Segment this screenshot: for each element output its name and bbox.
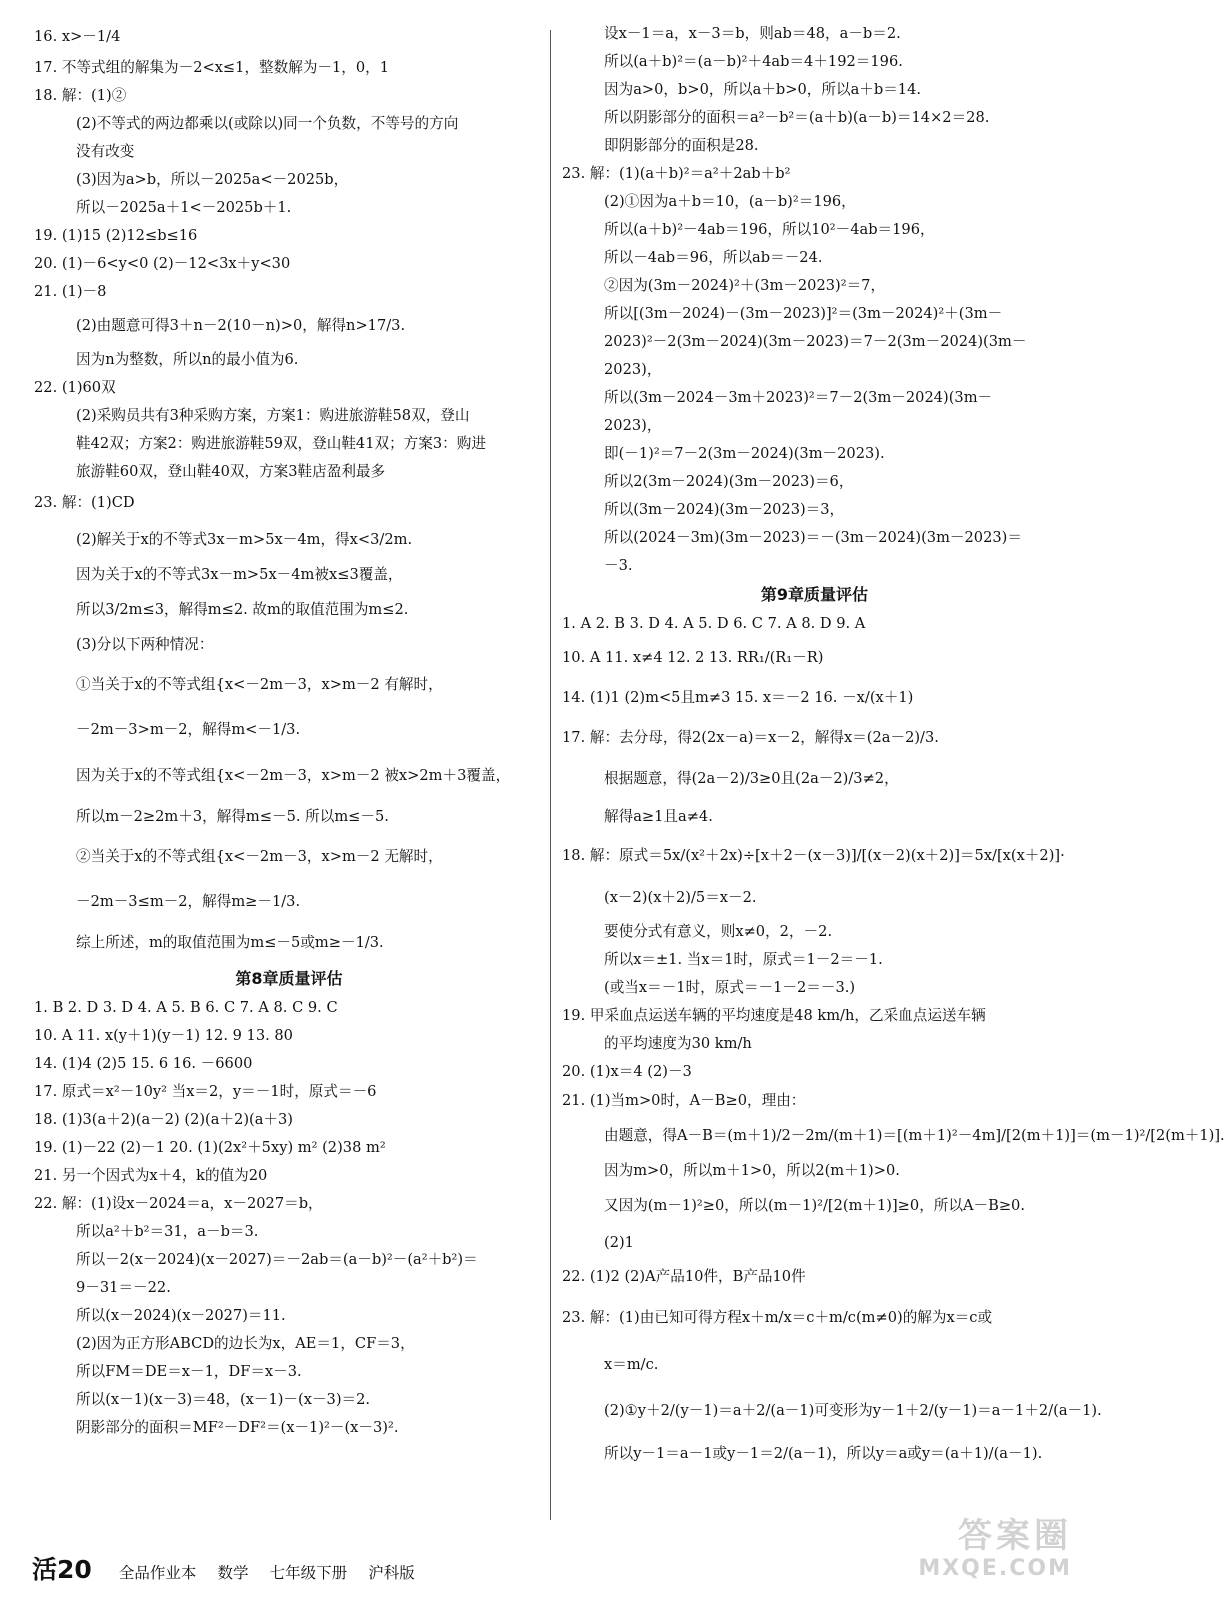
answer-line: (2)采购员共有3种采购方案，方案1：购进旅游鞋58双，登山 — [76, 407, 470, 424]
answer-line: 17. 不等式组的解集为－2<x≤1，整数解为－1，0，1 — [34, 59, 390, 76]
page-footer — [32, 1550, 552, 1582]
answer-line: 10. A 11. x≠4 12. 2 13. RR₁/(R₁－R) — [562, 649, 824, 666]
answer-line: (2)①y＋2/(y－1)＝a＋2/(a－1)可变形为y－1＋2/(y－1)＝a－1＋2/(a－1). — [604, 1402, 1102, 1419]
answer-line: 23. 解：(1)CD — [34, 494, 135, 511]
answer-line: 19. (1)15 (2)12≤b≤16 — [34, 227, 198, 244]
answer-line: 10. A 11. x(y＋1)(y－1) 12. 9 13. 80 — [34, 1027, 293, 1044]
answer-line: 所以(3m－2024)(3m－2023)＝3， — [604, 501, 845, 518]
answer-line: (x－2)(x＋2)/5＝x－2. — [604, 889, 757, 906]
answer-line: 18. 解：(1)② — [34, 87, 127, 104]
answer-line: 所以(3m－2024－3m＋2023)²＝7－2(3m－2024)(3m－ — [604, 389, 993, 406]
answer-line: ②当关于x的不等式组{x<－2m－3，x>m－2 无解时， — [76, 848, 443, 865]
answer-line: 22. 解：(1)设x－2024＝a，x－2027＝b， — [34, 1195, 323, 1212]
answer-line: 因为m>0，所以m＋1>0，所以2(m＋1)>0. — [604, 1162, 900, 1179]
answer-line: 旅游鞋60双，登山鞋40双，方案3鞋店盈利最多 — [76, 463, 386, 480]
answer-line: 所以(x－1)(x－3)＝48，(x－1)－(x－3)＝2. — [76, 1391, 371, 1408]
watermark-url: MXQE.COM — [918, 1556, 1072, 1581]
grade-label: 七年级下册 — [269, 1564, 348, 1582]
answer-line: 设x－1＝a，x－3＝b，则ab＝48，a－b＝2. — [604, 25, 901, 42]
answer-line: (3)因为a>b，所以－2025a<－2025b， — [76, 171, 349, 188]
answer-line: ①当关于x的不等式组{x<－2m－3，x>m－2 有解时， — [76, 676, 443, 693]
answer-line: 21. (1)－8 — [34, 283, 107, 300]
section-heading: 第9章质量评估 — [760, 585, 869, 604]
right-column — [562, 20, 1225, 1474]
answer-line: 17. 原式＝x²－10y² 当x＝2，y＝－1时，原式＝－6 — [34, 1083, 377, 1100]
left-column — [34, 20, 544, 1442]
answer-line: 22. (1)2 (2)A产品10件，B产品10件 — [562, 1268, 806, 1285]
answer-line: 21. 另一个因式为x＋4，k的值为20 — [34, 1167, 268, 1184]
answer-line: 因为关于x的不等式组{x<－2m－3，x>m－2 被x>2m＋3覆盖， — [76, 767, 511, 784]
answer-line: －2m－3≤m－2，解得m≥－1/3. — [76, 893, 301, 910]
subject-label: 数学 — [217, 1564, 249, 1582]
answer-line: 因为关于x的不等式3x－m>5x－4m被x≤3覆盖， — [76, 566, 403, 583]
answer-line: 所以m－2≥2m＋3，解得m≤－5. 所以m≤－5. — [76, 808, 389, 825]
answer-line: 所以3/2m≤3，解得m≤2. 故m的取值范围为m≤2. — [76, 601, 409, 618]
answer-line: ②因为(3m－2024)²＋(3m－2023)²＝7， — [604, 277, 886, 294]
answer-line: (2)由题意可得3＋n－2(10－n)>0，解得n>17/3. — [76, 317, 406, 334]
answer-line: 19. 甲采血点运送车辆的平均速度是48 km/h，乙采血点运送车辆 — [562, 1007, 986, 1024]
answer-line: 所以(a＋b)²－4ab＝196，所以10²－4ab＝196， — [604, 221, 935, 238]
answer-line: (2)1 — [604, 1234, 634, 1251]
answer-line: 17. 解：去分母，得2(2x－a)＝x－2，解得x＝(2a－2)/3. — [562, 729, 939, 746]
answer-line: 18. 解：原式＝5x/(x²＋2x)÷[x＋2－(x－3)]/[(x－2)(x＋2)]＝5x/[x(x＋2)]· — [562, 847, 1065, 864]
answer-line: 综上所述，m的取值范围为m≤－5或m≥－1/3. — [76, 934, 384, 951]
answer-line: 所以FM＝DE＝x－1，DF＝x－3. — [76, 1363, 302, 1380]
answer-line: 所以y－1＝a－1或y－1＝2/(a－1)，所以y＝a或y＝(a＋1)/(a－1). — [604, 1445, 1043, 1462]
answer-line: 鞋42双；方案2：购进旅游鞋59双，登山鞋41双；方案3：购进 — [76, 435, 486, 452]
answer-line: 14. (1)1 (2)m<5且m≠3 15. x＝－2 16. －x/(x＋1) — [562, 689, 914, 706]
answer-line: 21. (1)当m>0时，A－B≥0，理由： — [562, 1092, 806, 1109]
answer-line: (2)不等式的两边都乘以(或除以)同一个负数，不等号的方向 — [76, 115, 459, 132]
answer-line: (2)①因为a＋b＝10，(a－b)²＝196， — [604, 193, 856, 210]
answer-line: 解得a≥1且a≠4. — [604, 808, 713, 825]
answer-line: x＝m/c. — [604, 1356, 659, 1373]
answer-line: －3. — [604, 557, 633, 574]
answer-line: 所以(a＋b)²＝(a－b)²＋4ab＝4＋192＝196. — [604, 53, 903, 70]
answer-line: 所以－2025a＋1<－2025b＋1. — [76, 199, 292, 216]
answer-line: 9－31＝－22. — [76, 1279, 171, 1296]
answer-line: 2023)²－2(3m－2024)(3m－2023)＝7－2(3m－2024)(3m－ — [604, 333, 1027, 350]
answer-line: 没有改变 — [76, 143, 135, 160]
answer-line: 根据题意，得(2a－2)/3≥0且(2a－2)/3≠2， — [604, 770, 899, 787]
answer-line: 18. (1)3(a＋2)(a－2) (2)(a＋2)(a＋3) — [34, 1111, 293, 1128]
answer-line: (2)解关于x的不等式3x－m>5x－4m，得x<3/2m. — [76, 531, 413, 548]
answer-line: 20. (1)x＝4 (2)－3 — [562, 1063, 692, 1080]
answer-line: 的平均速度为30 km/h — [604, 1035, 752, 1052]
book-title: 全品作业本 — [118, 1564, 197, 1582]
answer-line: 23. 解：(1)由已知可得方程x＋m/x＝c＋m/c(m≠0)的解为x＝c或 — [562, 1309, 993, 1326]
answer-line: 20. (1)－6<y<0 (2)－12<3x＋y<30 — [34, 255, 291, 272]
answer-line: (3)分以下两种情况： — [76, 636, 214, 653]
answer-line: 所以(x－2024)(x－2027)＝11. — [76, 1307, 286, 1324]
answer-line: (2)因为正方形ABCD的边长为x，AE＝1，CF＝3， — [76, 1335, 415, 1352]
answer-line: 所以阴影部分的面积＝a²－b²＝(a＋b)(a－b)＝14×2＝28. — [604, 109, 990, 126]
column-divider — [550, 30, 551, 1520]
answer-line: 2023)， — [604, 417, 662, 434]
answer-line: 2023)， — [604, 361, 662, 378]
answer-line: (或当x＝－1时，原式＝－1－2＝－3.) — [604, 979, 856, 996]
answer-line: 14. (1)4 (2)5 15. 6 16. －6600 — [34, 1055, 253, 1072]
answer-line: 16. x>－1/4 — [34, 28, 121, 45]
answer-line: 1. A 2. B 3. D 4. A 5. D 6. C 7. A 8. D 9. A — [562, 615, 866, 632]
answer-line: 所以－4ab＝96，所以ab＝－24. — [604, 249, 823, 266]
answer-line: 阴影部分的面积＝MF²－DF²＝(x－1)²－(x－3)². — [76, 1419, 399, 1436]
watermark-logo-text: 答案圈 — [958, 1516, 1072, 1556]
answer-line: 即阴影部分的面积是28. — [604, 137, 759, 154]
section-heading: 第8章质量评估 — [235, 969, 343, 988]
answer-line: －2m－3>m－2，解得m<－1/3. — [76, 721, 301, 738]
answer-line: 23. 解：(1)(a＋b)²＝a²＋2ab＋b² — [562, 165, 791, 182]
answer-line: 所以－2(x－2024)(x－2027)＝－2ab＝(a－b)²－(a²＋b²)＝ — [76, 1251, 478, 1268]
answer-line: 因为n为整数，所以n的最小值为6. — [76, 351, 299, 368]
answer-line: 由题意，得A－B＝(m＋1)/2－2m/(m＋1)＝[(m＋1)²－4m]/[2(m＋1)]＝(m－1)²/[2(m＋1)]. — [604, 1127, 1225, 1144]
edition-label: 沪科版 — [368, 1564, 415, 1582]
answer-line: 19. (1)－22 (2)－1 20. (1)(2x²＋5xy) m² (2)38 m² — [34, 1139, 386, 1156]
answer-line: 所以(2024－3m)(3m－2023)＝－(3m－2024)(3m－2023)＝ — [604, 529, 1022, 546]
watermark — [862, 1516, 1072, 1586]
answer-line: 所以a²＋b²＝31，a－b＝3. — [76, 1223, 259, 1240]
answer-line: 所以2(3m－2024)(3m－2023)＝6， — [604, 473, 854, 490]
answer-line: 即(－1)²＝7－2(3m－2024)(3m－2023). — [604, 445, 885, 462]
answer-line: 所以x＝±1. 当x＝1时，原式＝1－2＝－1. — [604, 951, 883, 968]
answer-line: 因为a>0，b>0，所以a＋b>0，所以a＋b＝14. — [604, 81, 922, 98]
answer-line: 又因为(m－1)²≥0，所以(m－1)²/[2(m＋1)]≥0，所以A－B≥0. — [604, 1197, 1025, 1214]
page-number: 活20 — [32, 1555, 92, 1584]
answer-line: 22. (1)60双 — [34, 379, 116, 396]
answer-line: 所以[(3m－2024)－(3m－2023)]²＝(3m－2024)²＋(3m－ — [604, 305, 1003, 322]
answer-line: 要使分式有意义，则x≠0，2，－2. — [604, 923, 833, 940]
answer-line: 1. B 2. D 3. D 4. A 5. B 6. C 7. A 8. C 9. C — [34, 999, 338, 1016]
